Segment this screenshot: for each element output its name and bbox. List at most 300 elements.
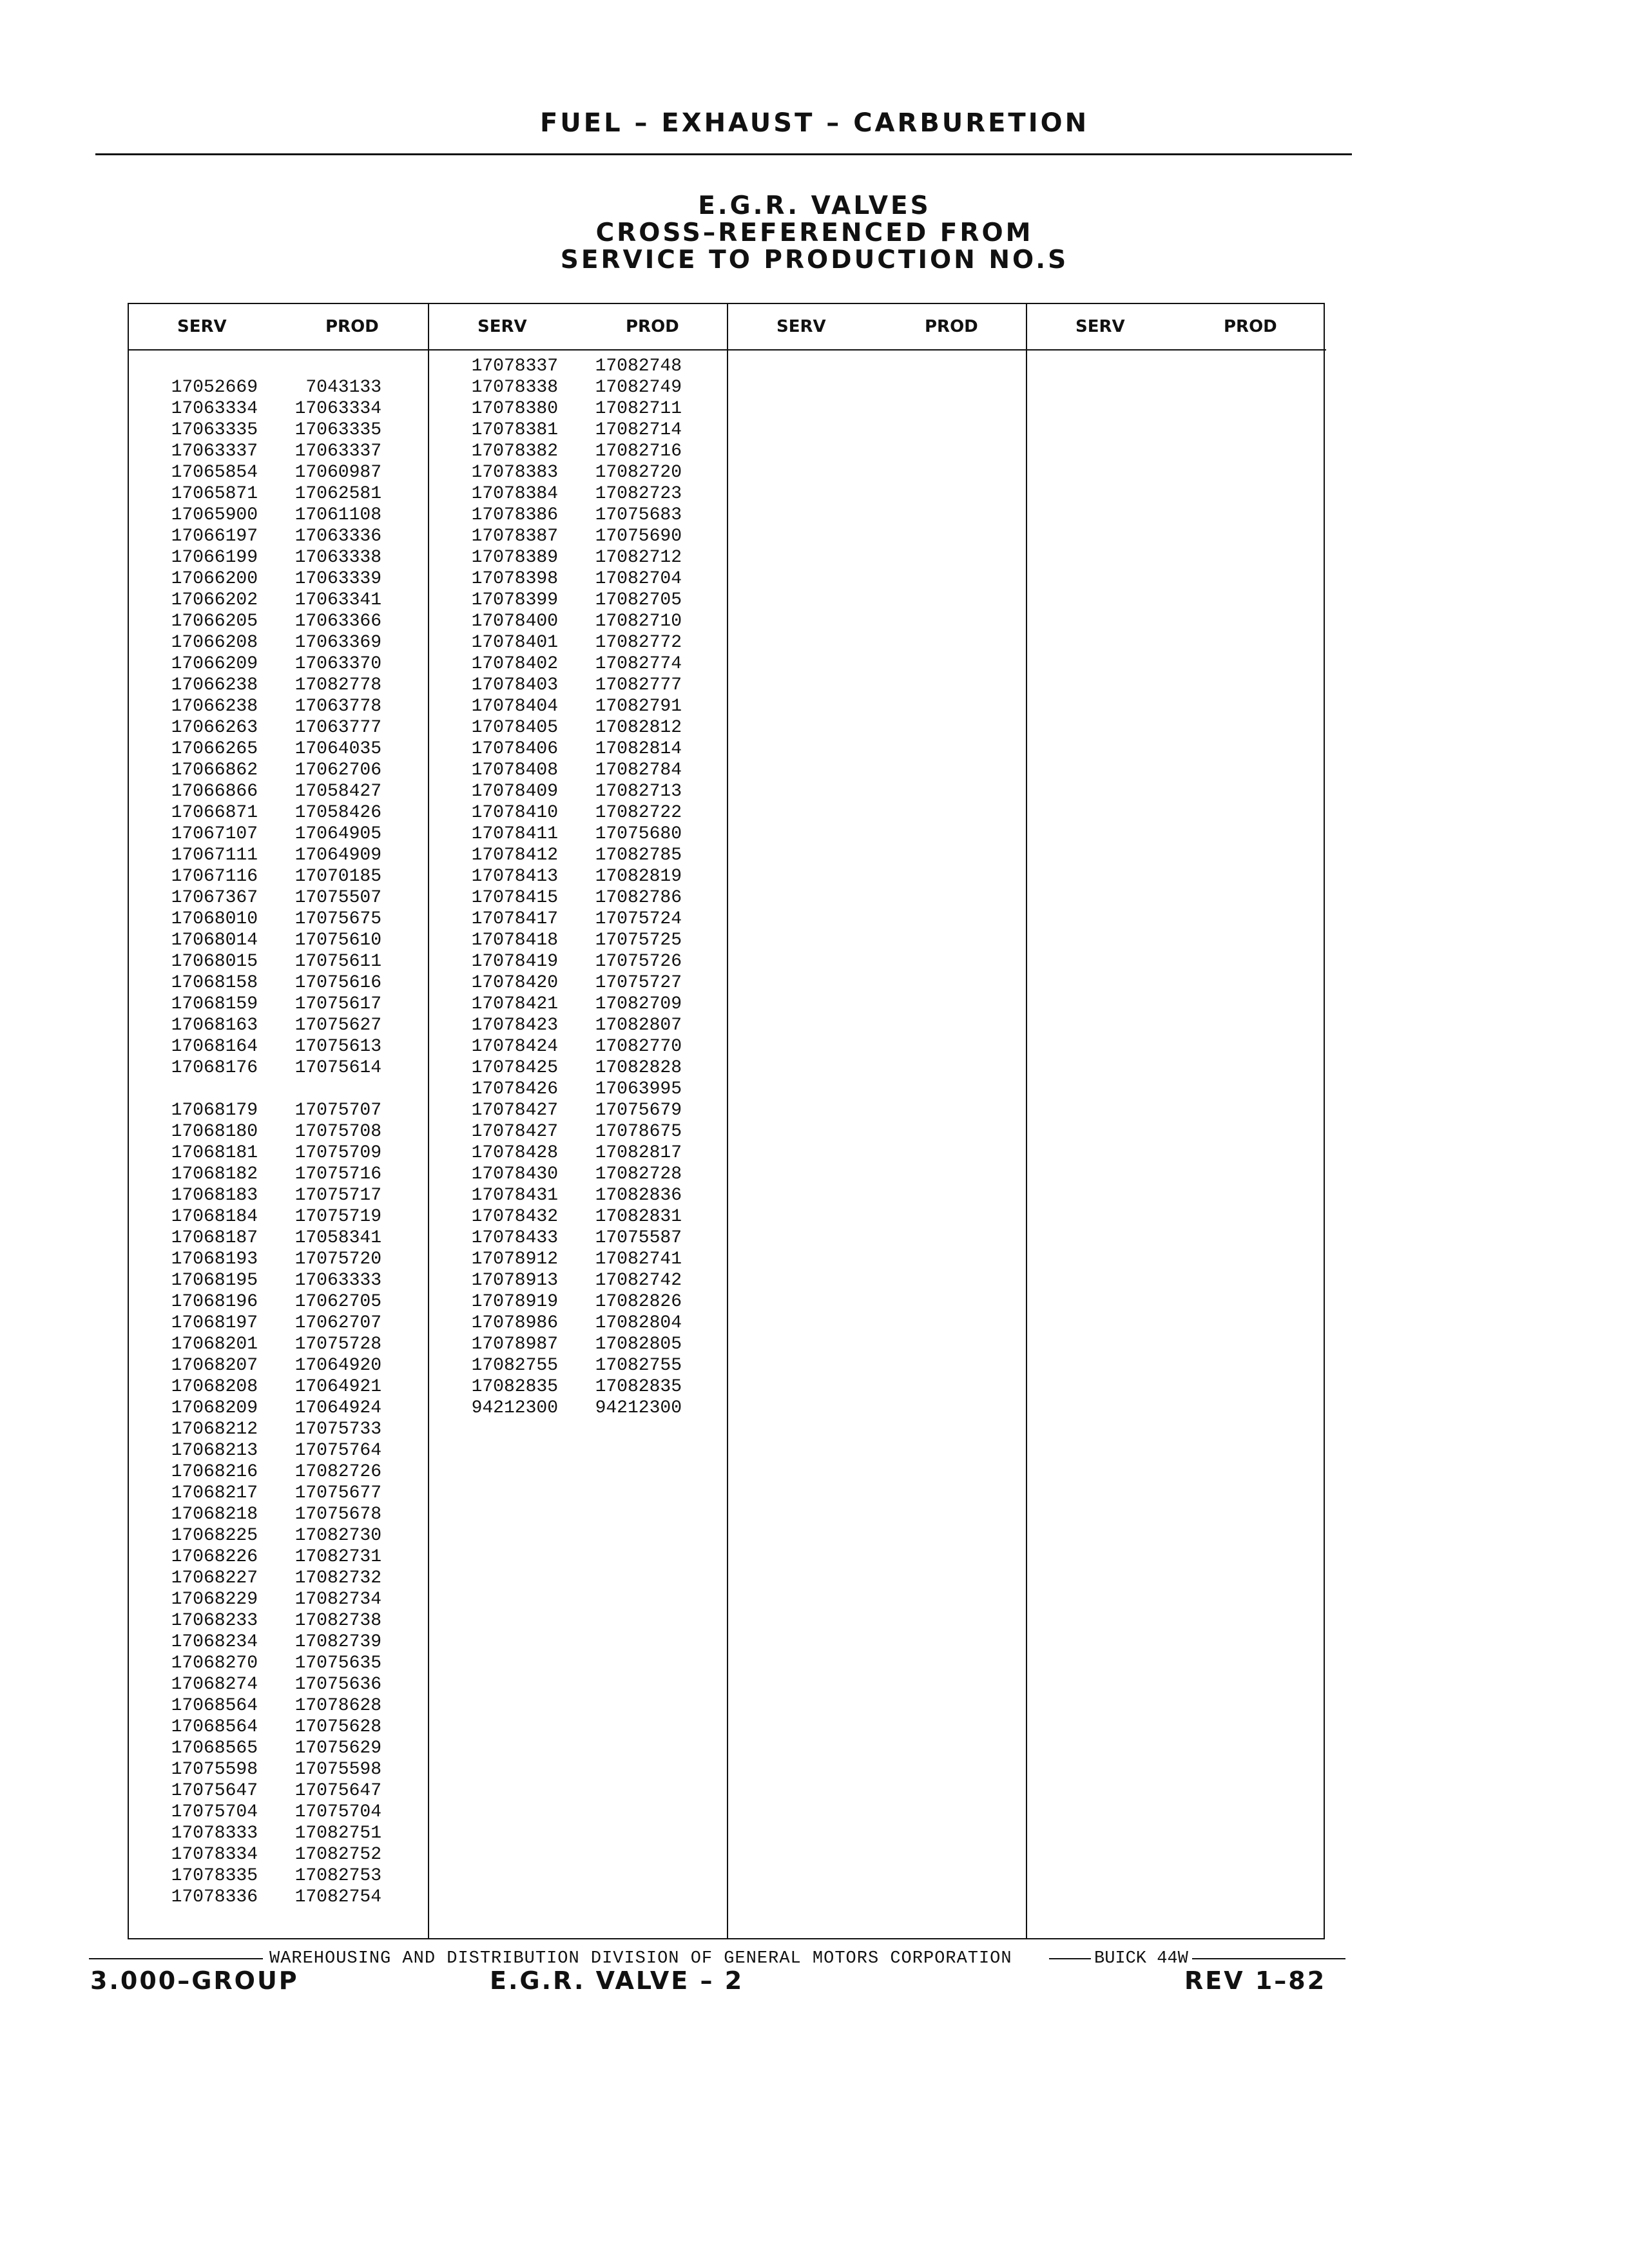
serv-number: 17078421 (471, 994, 558, 1014)
serv-number: 17066265 (171, 739, 258, 759)
cross-reference-table (128, 303, 1325, 1939)
serv-number: 17068227 (171, 1568, 258, 1588)
table-row (129, 377, 428, 398)
table-row (129, 1738, 428, 1759)
serv-number: 17078420 (471, 973, 558, 993)
table-row (429, 505, 728, 526)
prod-number: 17075727 (595, 973, 682, 993)
table-row (129, 1525, 428, 1546)
table-row (429, 568, 728, 590)
table-row (429, 483, 728, 505)
prod-number: 17063366 (294, 611, 381, 631)
table-row (129, 590, 428, 611)
prod-number: 17082826 (595, 1292, 682, 1312)
serv-number: 17067367 (171, 888, 258, 908)
serv-number: 17078987 (471, 1334, 558, 1354)
prod-number: 17075617 (294, 994, 381, 1014)
serv-number: 17078430 (471, 1164, 558, 1184)
prod-number: 17075598 (294, 1760, 381, 1780)
prod-number: 17082753 (294, 1866, 381, 1886)
table-row (129, 568, 428, 590)
serv-number: 17078423 (471, 1015, 558, 1035)
serv-number: 17078382 (471, 441, 558, 461)
serv-number: 17068274 (171, 1675, 258, 1695)
table-row (129, 1164, 428, 1185)
prod-number: 17064909 (294, 845, 381, 865)
table-row (429, 781, 728, 802)
prod-number: 17082716 (595, 441, 682, 461)
prod-number: 17075683 (595, 505, 682, 525)
serv-number: 17078334 (171, 1845, 258, 1865)
prod-number: 17060987 (294, 463, 381, 483)
table-row (129, 781, 428, 802)
serv-number: 17065900 (171, 505, 258, 525)
table-row (129, 1610, 428, 1631)
prod-number: 17075677 (294, 1483, 381, 1503)
prod-number: 17082751 (294, 1823, 381, 1843)
prod-number: 17063369 (294, 633, 381, 653)
serv-number: 17066862 (171, 760, 258, 780)
prod-number: 17082804 (595, 1313, 682, 1333)
serv-number: 17068187 (171, 1228, 258, 1248)
serv-number: 17078913 (471, 1271, 558, 1291)
prod-number: 17063338 (294, 548, 381, 568)
table-row (429, 717, 728, 738)
table-row (129, 1802, 428, 1823)
serv-number: 17078406 (471, 739, 558, 759)
prod-number: 17075716 (294, 1164, 381, 1184)
table-row (129, 1823, 428, 1844)
table-row (129, 1780, 428, 1802)
prod-number: 17070185 (294, 867, 381, 887)
serv-number: 17068163 (171, 1015, 258, 1035)
prod-number: 17082812 (595, 718, 682, 738)
table-row (429, 1036, 728, 1057)
table-row (429, 845, 728, 866)
serv-number: 17066866 (171, 782, 258, 802)
prod-number: 94212300 (595, 1398, 682, 1418)
serv-number: 17078431 (471, 1186, 558, 1206)
prod-number: 17082739 (294, 1632, 381, 1652)
serv-number: 17078381 (471, 420, 558, 440)
table-row (129, 1865, 428, 1887)
prod-number: 17082772 (595, 633, 682, 653)
prod-header: PROD (325, 317, 379, 336)
table-row (129, 547, 428, 568)
serv-number: 17078433 (471, 1228, 558, 1248)
table-row (429, 1142, 728, 1164)
serv-header: SERV (177, 317, 227, 336)
table-row (429, 823, 728, 845)
prod-number: 17058341 (294, 1228, 381, 1248)
serv-number: 17078432 (471, 1207, 558, 1227)
table-row (429, 760, 728, 781)
table-row (129, 1036, 428, 1057)
table-row (429, 930, 728, 951)
serv-number: 17078384 (471, 484, 558, 504)
serv-number: 17066208 (171, 633, 258, 653)
prod-number: 17075725 (595, 930, 682, 950)
prod-number: 17082713 (595, 782, 682, 802)
table-row (129, 1887, 428, 1908)
table-row (429, 1312, 728, 1334)
table-row (129, 1759, 428, 1780)
prod-number: 17075616 (294, 973, 381, 993)
serv-number: 17078428 (471, 1143, 558, 1163)
table-row (129, 1504, 428, 1525)
serv-number: 17065854 (171, 463, 258, 483)
serv-number: 17068015 (171, 952, 258, 972)
prod-number: 17075636 (294, 1675, 381, 1695)
prod-number: 17082748 (595, 356, 682, 376)
serv-number: 17068233 (171, 1611, 258, 1631)
table-row (129, 632, 428, 653)
revision-label: REV 1–82 (1184, 1966, 1327, 1995)
serv-number: 17068010 (171, 909, 258, 929)
serv-number: 17078986 (471, 1313, 558, 1333)
serv-number: 17078417 (471, 909, 558, 929)
table-row (129, 738, 428, 760)
prod-number: 17075717 (294, 1186, 381, 1206)
table-row (429, 1249, 728, 1270)
serv-number: 17066197 (171, 526, 258, 546)
prod-number: 17082774 (595, 654, 682, 674)
serv-number: 17078427 (471, 1100, 558, 1120)
prod-number: 17062705 (294, 1292, 381, 1312)
table-row (129, 1249, 428, 1270)
serv-number: 17066238 (171, 675, 258, 695)
prod-number: 17075709 (294, 1143, 381, 1163)
table-row (129, 462, 428, 483)
serv-number: 17066199 (171, 548, 258, 568)
table-row (429, 908, 728, 930)
prod-number: 17075613 (294, 1037, 381, 1057)
table-row (429, 1015, 728, 1036)
prod-number: 17064920 (294, 1356, 381, 1376)
prod-number: 17082705 (595, 590, 682, 610)
table-row (129, 526, 428, 547)
table-row (429, 972, 728, 994)
serv-number: 17063337 (171, 441, 258, 461)
serv-number: 17067107 (171, 824, 258, 844)
prod-number: 17063335 (294, 420, 381, 440)
serv-number: 17068226 (171, 1547, 258, 1567)
serv-number: 17063334 (171, 399, 258, 419)
table-column-2 (428, 304, 728, 1938)
prod-number: 17075611 (294, 952, 381, 972)
serv-number: 17078412 (471, 845, 558, 865)
prod-number: 7043133 (305, 378, 381, 398)
serv-number: 17068180 (171, 1122, 258, 1142)
table-row (129, 1291, 428, 1312)
prod-number: 17075733 (294, 1419, 381, 1439)
serv-number: 17078400 (471, 611, 558, 631)
model-text: BUICK 44W (1094, 1949, 1188, 1968)
prod-number: 17075587 (595, 1228, 682, 1248)
serv-number: 17068217 (171, 1483, 258, 1503)
prod-number: 17063778 (294, 697, 381, 716)
prod-number: 17075719 (294, 1207, 381, 1227)
serv-number: 17078408 (471, 760, 558, 780)
table-row (429, 1334, 728, 1355)
prod-number: 17082742 (595, 1271, 682, 1291)
table-row (129, 717, 428, 738)
header-rule (95, 153, 1352, 155)
table-row (129, 696, 428, 717)
page-label: E.G.R. VALVE – 2 (490, 1966, 744, 1995)
serv-number: 17052669 (171, 378, 258, 398)
serv-number: 17075704 (171, 1802, 258, 1822)
table-row (429, 1376, 728, 1398)
serv-number: 17075647 (171, 1781, 258, 1801)
prod-number: 17063341 (294, 590, 381, 610)
serv-number: 17068014 (171, 930, 258, 950)
table-row (129, 866, 428, 887)
serv-number: 17068193 (171, 1249, 258, 1269)
prod-number: 17075629 (294, 1738, 381, 1758)
serv-number: 17068183 (171, 1186, 258, 1206)
serv-number: 17078411 (471, 824, 558, 844)
serv-number: 17078380 (471, 399, 558, 419)
prod-number: 17075635 (294, 1653, 381, 1673)
table-row (429, 1398, 728, 1419)
serv-number: 17078386 (471, 505, 558, 525)
table-row (429, 462, 728, 483)
table-row (429, 441, 728, 462)
prod-number: 17075707 (294, 1100, 381, 1120)
serv-header: SERV (776, 317, 826, 336)
table-title-line-3: SERVICE TO PRODUCTION NO.S (560, 245, 1069, 274)
serv-number: 17063335 (171, 420, 258, 440)
table-row (129, 1100, 428, 1121)
serv-number: 17082755 (471, 1356, 558, 1376)
serv-number: 17078919 (471, 1292, 558, 1312)
prod-number: 17058427 (294, 782, 381, 802)
table-row (129, 356, 428, 377)
serv-number: 17068212 (171, 1419, 258, 1439)
serv-number: 17068176 (171, 1058, 258, 1078)
serv-number: 17068208 (171, 1377, 258, 1397)
serv-number: 17068201 (171, 1334, 258, 1354)
prod-number: 17063370 (294, 654, 381, 674)
prod-number: 17058426 (294, 803, 381, 823)
serv-number: 17078398 (471, 569, 558, 589)
table-row (129, 823, 428, 845)
serv-number: 17068159 (171, 994, 258, 1014)
prod-number: 17082807 (595, 1015, 682, 1035)
serv-number: 17068158 (171, 973, 258, 993)
prod-number: 17075720 (294, 1249, 381, 1269)
table-row (129, 1695, 428, 1716)
distribution-text: WAREHOUSING AND DISTRIBUTION DIVISION OF GENERAL MOTORS CORPORATION (269, 1949, 1012, 1968)
table-row (429, 866, 728, 887)
table-row (129, 908, 428, 930)
table-row (129, 675, 428, 696)
serv-number: 17066871 (171, 803, 258, 823)
table-title-line-2: CROSS–REFERENCED FROM (595, 218, 1034, 247)
serv-number: 17068213 (171, 1441, 258, 1461)
serv-header: SERV (477, 317, 527, 336)
table-row (129, 951, 428, 972)
serv-number: 17068564 (171, 1717, 258, 1737)
prod-number: 17075726 (595, 952, 682, 972)
serv-number: 17068564 (171, 1696, 258, 1716)
table-row (129, 1015, 428, 1036)
prod-number: 17075647 (294, 1781, 381, 1801)
prod-number: 17082714 (595, 420, 682, 440)
prod-header: PROD (626, 317, 679, 336)
table-row (129, 1546, 428, 1568)
table-row (429, 419, 728, 441)
serv-number: 17068197 (171, 1313, 258, 1333)
table-row (129, 1185, 428, 1206)
prod-number: 17082836 (595, 1186, 682, 1206)
serv-number: 17078405 (471, 718, 558, 738)
column-rows (429, 351, 728, 1419)
prod-number: 17082738 (294, 1611, 381, 1631)
table-row (429, 526, 728, 547)
table-row (429, 1185, 728, 1206)
prod-number: 17082728 (595, 1164, 682, 1184)
prod-number: 17082734 (294, 1590, 381, 1610)
table-row (129, 1206, 428, 1227)
table-row (129, 802, 428, 823)
table-row (129, 1631, 428, 1653)
table-row (129, 972, 428, 994)
serv-number: 17068209 (171, 1398, 258, 1418)
table-row (129, 1674, 428, 1695)
column-rows (1027, 351, 1326, 356)
prod-number: 17082828 (595, 1058, 682, 1078)
table-row (429, 1355, 728, 1376)
table-row (129, 760, 428, 781)
prod-number: 17062707 (294, 1313, 381, 1333)
serv-number: 17068565 (171, 1738, 258, 1758)
prod-number: 17082754 (294, 1887, 381, 1907)
prod-number: 17075628 (294, 1717, 381, 1737)
column-header (129, 304, 428, 351)
serv-number: 17065871 (171, 484, 258, 504)
serv-number: 17078401 (471, 633, 558, 653)
prod-number: 17082749 (595, 378, 682, 398)
section-title: FUEL – EXHAUST – CARBURETION (539, 108, 1090, 138)
footer-rule-right (1192, 1958, 1345, 1959)
prod-number: 17082731 (294, 1547, 381, 1567)
table-row (429, 802, 728, 823)
prod-number: 17075680 (595, 824, 682, 844)
serv-number: 17066209 (171, 654, 258, 674)
column-rows (728, 351, 1027, 356)
table-row (129, 1227, 428, 1249)
prod-number: 17075708 (294, 1122, 381, 1142)
prod-number: 17064924 (294, 1398, 381, 1418)
table-row (429, 590, 728, 611)
serv-number: 17078403 (471, 675, 558, 695)
serv-number: 17078337 (471, 356, 558, 376)
table-row (429, 1164, 728, 1185)
table-column-3 (727, 304, 1027, 1938)
prod-header: PROD (925, 317, 978, 336)
serv-number: 17068270 (171, 1653, 258, 1673)
serv-number: 17078399 (471, 590, 558, 610)
prod-number: 17075724 (595, 909, 682, 929)
table-row (129, 1568, 428, 1589)
table-row (129, 505, 428, 526)
prod-number: 17082814 (595, 739, 682, 759)
table-row (129, 1419, 428, 1440)
serv-number: 17068181 (171, 1143, 258, 1163)
prod-number: 17063339 (294, 569, 381, 589)
prod-number: 17082711 (595, 399, 682, 419)
table-row (429, 1057, 728, 1079)
table-row (429, 1291, 728, 1312)
serv-number: 17078383 (471, 463, 558, 483)
table-row (129, 483, 428, 505)
serv-number: 17078426 (471, 1079, 558, 1099)
serv-number: 17078418 (471, 930, 558, 950)
table-row (429, 1121, 728, 1142)
serv-number: 17068234 (171, 1632, 258, 1652)
table-row (129, 611, 428, 632)
table-column-4 (1026, 304, 1326, 1938)
serv-number: 17066263 (171, 718, 258, 738)
serv-number: 17066238 (171, 697, 258, 716)
prod-number: 17082732 (294, 1568, 381, 1588)
table-row (129, 398, 428, 419)
prod-number: 17062706 (294, 760, 381, 780)
serv-number: 17068195 (171, 1271, 258, 1291)
table-row (129, 1355, 428, 1376)
table-row (129, 1398, 428, 1419)
prod-number: 17075679 (595, 1100, 682, 1120)
serv-number: 17078336 (171, 1887, 258, 1907)
prod-number: 17082726 (294, 1462, 381, 1482)
table-row (129, 1312, 428, 1334)
table-column-1 (129, 304, 428, 1938)
table-row (429, 994, 728, 1015)
table-row (429, 675, 728, 696)
serv-number: 17078424 (471, 1037, 558, 1057)
prod-number: 17064035 (294, 739, 381, 759)
table-row (429, 377, 728, 398)
serv-number: 17075598 (171, 1760, 258, 1780)
prod-header: PROD (1224, 317, 1277, 336)
prod-number: 17082704 (595, 569, 682, 589)
serv-number: 17068225 (171, 1526, 258, 1546)
prod-number: 17082709 (595, 994, 682, 1014)
table-row (429, 1270, 728, 1291)
serv-number: 17078402 (471, 654, 558, 674)
serv-number: 17078427 (471, 1122, 558, 1142)
prod-number: 17082723 (595, 484, 682, 504)
prod-number: 17075627 (294, 1015, 381, 1035)
serv-number: 17068184 (171, 1207, 258, 1227)
serv-header: SERV (1075, 317, 1125, 336)
serv-number: 17068164 (171, 1037, 258, 1057)
prod-number: 17082786 (595, 888, 682, 908)
prod-number: 17064905 (294, 824, 381, 844)
column-header (728, 304, 1027, 351)
prod-number: 17082819 (595, 867, 682, 887)
table-row (129, 1079, 428, 1100)
serv-number: 17068216 (171, 1462, 258, 1482)
table-row (429, 356, 728, 377)
column-rows (129, 351, 428, 1908)
prod-number: 17061108 (294, 505, 381, 525)
table-row (429, 1100, 728, 1121)
serv-number: 17066200 (171, 569, 258, 589)
table-row (129, 930, 428, 951)
